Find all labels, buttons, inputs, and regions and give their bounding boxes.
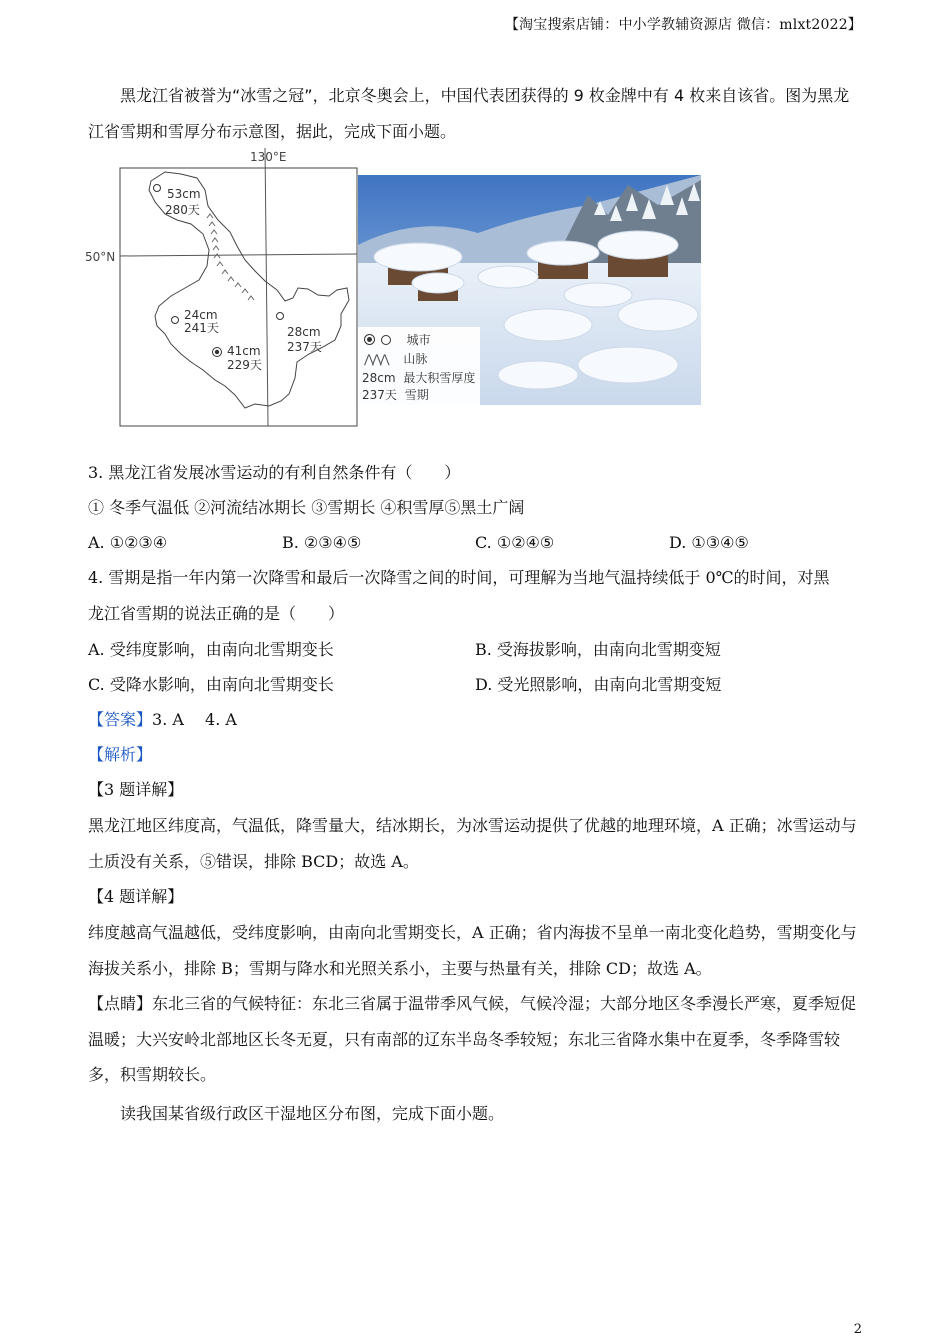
legend-city-row	[364, 331, 431, 348]
question-4-stem-line2: 龙江省雪期的说法正确的是（ ）	[88, 604, 345, 623]
site-days-label: 280天	[165, 203, 200, 217]
legend-days-label: 雪期	[404, 388, 429, 402]
mountain-symbol: ⋀⋀⋀	[364, 352, 388, 366]
legend-depth-row	[362, 369, 475, 386]
legend-depth-sample: 28cm	[362, 371, 396, 385]
latitude-label: 50°N	[85, 250, 116, 264]
tip-tag: 【点睛】	[88, 994, 153, 1013]
question-3-stem: 3. 黑龙江省发展冰雪运动的有利自然条件有（ ）	[88, 463, 461, 482]
answer-text: 3. A 4. A	[152, 710, 237, 729]
question-3-option-b: B. ②③④⑤	[282, 533, 362, 552]
legend-days-row	[362, 386, 429, 403]
question-3-items: ① 冬季气温低 ②河流结冰期长 ③雪期长 ④积雪厚⑤黑土广阔	[88, 498, 525, 517]
site-depth-label: 24cm	[184, 308, 218, 322]
question-3-option-c: C. ①②④⑤	[475, 533, 555, 552]
town-symbol	[381, 335, 391, 345]
city-symbol	[364, 334, 375, 345]
question-4-option-a: A. 受纬度影响，由南向北雪期变长	[88, 640, 334, 659]
legend-city-label: 城市	[406, 333, 431, 347]
answer-line	[88, 708, 237, 732]
detail-4-text: 纬度越高气温越低，受纬度影响，由南向北雪期变长，A 正确；省内海拔不呈单一南北变化趋势，雪期变化与海拔关系小，排除 B；雪期与降水和光照关系小，主要与热量有关，排除 CD；故选 A。	[88, 923, 857, 978]
question-3-option-a: A. ①②③④	[88, 533, 168, 552]
answer-tag: 【答案】	[88, 710, 153, 729]
site-days-label: 229天	[227, 358, 262, 372]
legend-depth-label: 最大积雪厚度	[403, 371, 476, 385]
site-depth-label: 53cm	[167, 187, 201, 201]
question-4-stem-line1: 4. 雪期是指一年内第一次降雪和最后一次降雪之间的时间，可理解为当地气温持续低于 0℃的时间，对黑	[88, 568, 830, 587]
tip-text: 东北三省的气候特征：东北三省属于温带季风气候，气候冷湿；大部分地区冬季漫长严寒，夏季短促温暖；大兴安岭北部地区长冬无夏，只有南部的辽东半岛冬季较短；东北三省降水集中在夏季，冬季降雪较多，积雪期较长。	[88, 994, 857, 1084]
legend-days-sample: 237天	[362, 388, 397, 402]
analysis-tag: 【解析】	[88, 745, 153, 764]
longitude-label: 130°E	[250, 150, 287, 164]
tip-paragraph	[88, 986, 862, 1093]
question-3-option-d: D. ①③④⑤	[669, 533, 749, 552]
detail-3-text: 黑龙江地区纬度高，气温低，降雪量大，结冰期长，为冰雪运动提供了优越的地理环境，A 正确；冰雪运动与土质没有关系，⑤错误，排除 BCD；故选 A。	[88, 816, 857, 871]
page-number: 2	[853, 1322, 862, 1337]
question-intro: 黑龙江省被誉为“冰雪之冠”，北京冬奥会上，中国代表团获得的 9 枚金牌中有 4 枚来自该省。图为黑龙江省雪期和雪厚分布示意图，据此，完成下面小题。	[88, 86, 850, 141]
question-4-option-d: D. 受光照影响，由南向北雪期变短	[475, 675, 722, 694]
legend-mountain-label: 山脉	[403, 352, 428, 366]
question-4-option-b: B. 受海拔影响，由南向北雪期变短	[475, 640, 721, 659]
site-days-label: 237天	[287, 340, 322, 354]
map-legend	[358, 327, 480, 405]
detail-4-tag: 【4 题详解】	[88, 887, 184, 906]
site-depth-label: 41cm	[227, 344, 261, 358]
question-4-option-c: C. 受降水影响，由南向北雪期变长	[88, 675, 334, 694]
next-question-intro: 读我国某省级行政区干湿地区分布图，完成下面小题。	[120, 1104, 505, 1123]
site-depth-label: 28cm	[287, 325, 321, 339]
site-days-label: 241天	[184, 321, 219, 335]
legend-mountain-row	[364, 350, 427, 367]
page-header: 【淘宝搜索店铺：中小学教辅资源店 微信：mlxt2022】	[504, 17, 862, 33]
detail-3-tag: 【3 题详解】	[88, 780, 184, 799]
